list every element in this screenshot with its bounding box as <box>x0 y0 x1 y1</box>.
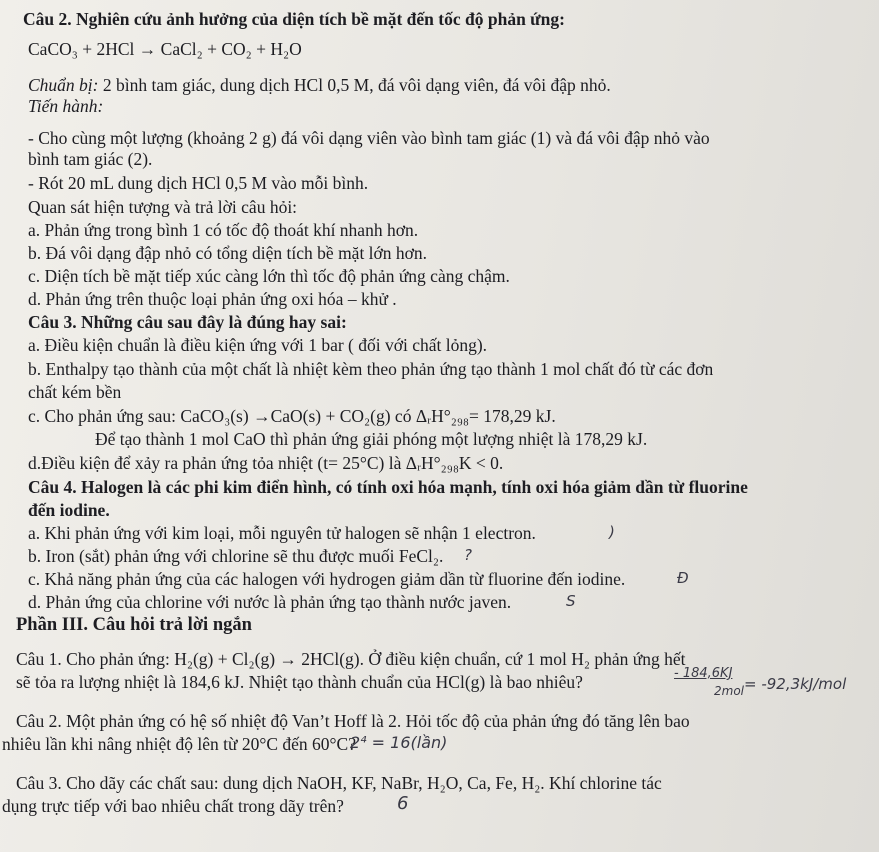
chuan-bi-text: 2 bình tam giác, dung dịch HCl 0,5 M, đá vôi dạng viên, đá vôi đập nhỏ. <box>98 75 611 95</box>
phan3-q2-line2: nhiêu lần khi nâng nhiệt độ lên từ 20°C đến 60°C? <box>2 734 356 754</box>
cau2-option-d: d. Phản ứng trên thuộc loại phản ứng oxi hóa – khử . <box>28 289 397 309</box>
handwritten-mark-4b: ? <box>464 546 472 564</box>
phan3-q1-line1: Câu 1. Cho phản ứng: H₂(g) + Cl₂(g) → 2HCl(g). Ở điều kiện chuẩn, cứ 1 mol H₂ phản ứng hết <box>16 649 686 669</box>
handwritten-q1-numerator: - 184,6KJ <box>674 666 733 681</box>
cau2-step2: - Rót 20 mL dung dịch HCl 0,5 M vào mỗi bình. <box>28 173 369 193</box>
cau2-option-a: a. Phản ứng trong bình 1 có tốc độ thoát khí nhanh hơn. <box>28 220 419 240</box>
cau4-option-a: a. Khi phản ứng với kim loại, mỗi nguyên tử halogen sẽ nhận 1 electron. <box>28 523 536 543</box>
cau3-option-c-line2: Để tạo thành 1 mol CaO thì phản ứng giải phóng một lượng nhiệt là 178,29 kJ. <box>95 429 648 449</box>
cau3-option-b-line1: b. Enthalpy tạo thành của một chất là nhiệt kèm theo phản ứng tạo thành 1 mol chất đó từ các đơn <box>28 359 714 379</box>
cau2-step1-line1: - Cho cùng một lượng (khoảng 2 g) đá vôi dạng viên vào bình tam giác (1) và đá vôi đập nhỏ vào <box>28 128 710 148</box>
cau2-equation: CaCO₃ + 2HCl → CaCl₂ + CO₂ + H₂O <box>28 39 302 59</box>
cau4-option-b: b. Iron (sắt) phản ứng với chlorine sẽ thu được muối FeCl₂. <box>28 546 444 566</box>
phan3-q3-line2: dụng trực tiếp với bao nhiêu chất trong dãy trên? <box>2 796 344 816</box>
handwritten-mark-4c: Đ <box>677 569 689 587</box>
cau4-title-line1: Câu 4. Halogen là các phi kim điển hình, có tính oxi hóa mạnh, tính oxi hóa giảm dần từ fluorine <box>28 477 748 497</box>
phan3-q1-line2: sẽ tỏa ra lượng nhiệt là 184,6 kJ. Nhiệt tạo thành chuẩn của HCl(g) là bao nhiêu? <box>16 672 583 692</box>
cau4-option-c: c. Khả năng phản ứng của các halogen với hydrogen giảm dần từ fluorine đến iodine. <box>28 569 626 589</box>
cau3-option-c-line1: c. Cho phản ứng sau: CaCO₃(s) →CaO(s) + CO₂(g) có ΔᵣH°₂₉₈= 178,29 kJ. <box>28 406 556 426</box>
cau2-option-b: b. Đá vôi dạng đập nhỏ có tổng diện tích bề mặt lớn hơn. <box>28 243 428 263</box>
cau3-title: Câu 3. Những câu sau đây là đúng hay sai: <box>28 312 347 332</box>
cau2-title: Câu 2. Nghiên cứu ảnh hưởng của diện tích bề mặt đến tốc độ phản ứng: <box>23 9 565 29</box>
cau2-chuan-bi <box>28 74 611 96</box>
phan3-q3-line1: Câu 3. Cho dãy các chất sau: dung dịch NaOH, KF, NaBr, H₂O, Ca, Fe, H₂. Khí chlorine tác <box>16 773 662 793</box>
handwritten-q1-denominator: 2mol <box>714 684 744 698</box>
cau4-option-d: d. Phản ứng của chlorine với nước là phản ứng tạo thành nước javen. <box>28 592 512 612</box>
handwritten-mark-4a: ) <box>609 523 615 541</box>
cau2-step1-line2: bình tam giác (2). <box>28 149 153 169</box>
cau2-intro: Quan sát hiện tượng và trả lời câu hỏi: <box>28 197 298 217</box>
cau3-option-a: a. Điều kiện chuẩn là điều kiện ứng với 1 bar ( đối với chất lỏng). <box>28 335 488 355</box>
chuan-bi-label: Chuẩn bị: <box>28 75 99 95</box>
phan3-q2-line1: Câu 2. Một phản ứng có hệ số nhiệt độ Van’t Hoff là 2. Hỏi tốc độ của phản ứng đó tăng lên bao <box>16 711 690 731</box>
tien-hanh-label: Tiến hành: <box>28 96 104 116</box>
phan3-title: Phần III. Câu hỏi trả lời ngắn <box>16 615 252 635</box>
cau2-option-c: c. Diện tích bề mặt tiếp xúc càng lớn thì tốc độ phản ứng càng chậm. <box>28 266 510 286</box>
cau4-title-line2: đến iodine. <box>28 500 110 520</box>
handwritten-q3-answer: 6 <box>397 793 409 814</box>
handwritten-mark-4d: S <box>566 592 576 610</box>
cau3-option-b-line2: chất kém bền <box>28 382 122 402</box>
handwritten-q1-result: = -92,3kJ/mol <box>744 675 847 693</box>
handwritten-q2-answer: 2⁴ = 16(lần) <box>350 733 448 752</box>
cau3-option-d: d.Điều kiện để xảy ra phản ứng tỏa nhiệt (t= 25°C) là ΔᵣH°₂₉₈K < 0. <box>28 453 504 473</box>
